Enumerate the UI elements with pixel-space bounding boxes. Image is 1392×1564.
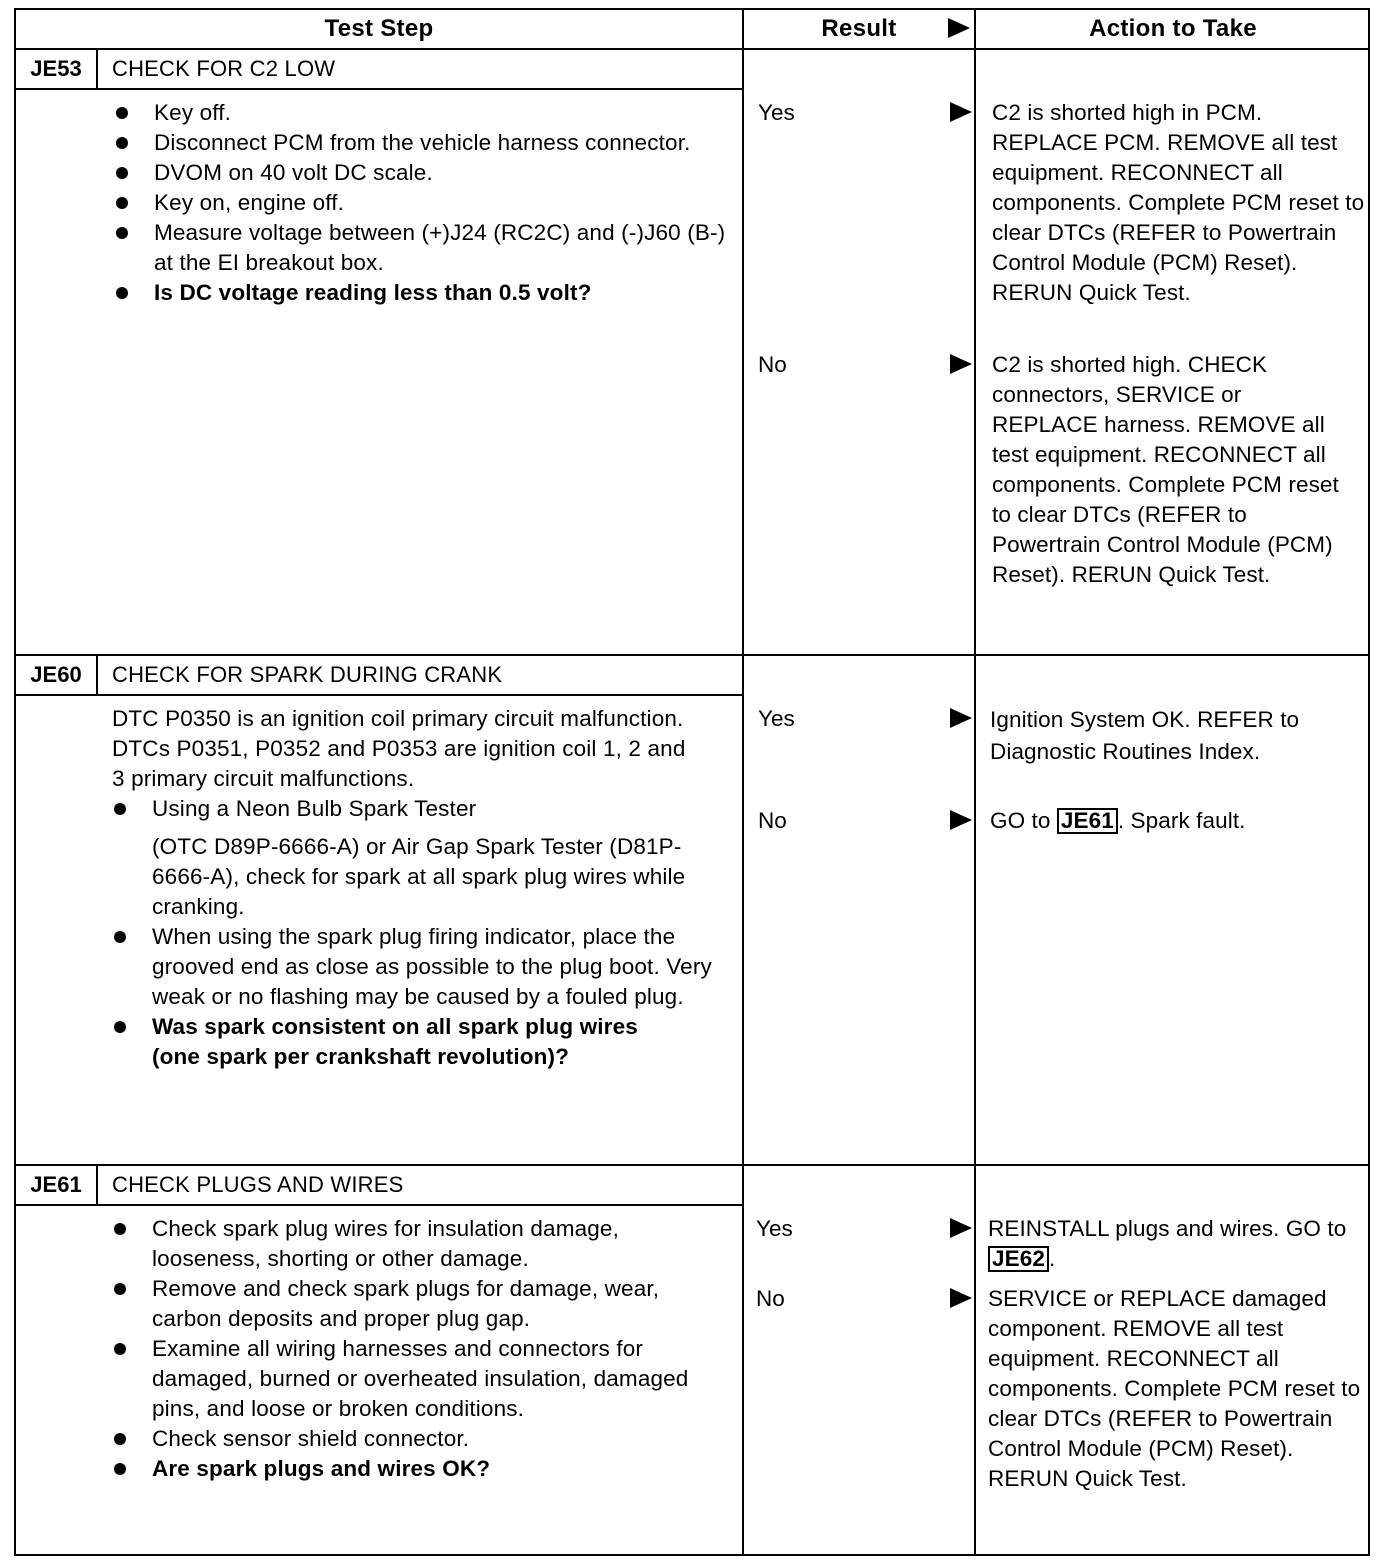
result-no: No: [756, 1286, 785, 1311]
list-item: Disconnect PCM from the vehicle harness connector.: [154, 128, 734, 158]
step-title: CHECK FOR C2 LOW: [112, 56, 336, 81]
step-header: [16, 1166, 742, 1206]
result-yes: Yes: [758, 706, 795, 731]
list-item: Key off.: [154, 98, 734, 128]
bullet-icon: [116, 137, 128, 149]
arrow-right-icon: [950, 810, 972, 830]
list-item: Is DC voltage reading less than 0.5 volt?: [154, 278, 734, 308]
bullet-icon: [116, 167, 128, 179]
list-item: Using a Neon Bulb Spark Tester: [152, 794, 728, 824]
arrow-right-icon: [948, 18, 970, 38]
bullet-icon: [114, 803, 126, 815]
bullet-icon: [116, 227, 128, 239]
result-no: No: [758, 352, 787, 377]
list-item: Key on, engine off.: [154, 188, 734, 218]
step-header: [16, 656, 742, 696]
arrow-right-icon: [950, 708, 972, 728]
bullet-icon: [114, 1283, 126, 1295]
arrow-right-icon: [950, 1218, 972, 1238]
bullet-icon: [114, 1223, 126, 1235]
action-text: Ignition System OK. REFER to Diagnostic Routines Index.: [990, 707, 1300, 764]
result-yes: Yes: [756, 1216, 793, 1241]
bullet-icon: [114, 1021, 126, 1033]
step-body: [112, 704, 728, 1072]
step-reference-link[interactable]: JE61: [1057, 808, 1118, 834]
arrow-right-icon: [950, 354, 972, 374]
step-body: [152, 1214, 734, 1484]
step-reference-link[interactable]: JE62: [988, 1246, 1049, 1272]
step-id: JE60: [16, 656, 98, 694]
column-divider: [974, 10, 976, 1554]
step-id: JE53: [16, 50, 98, 88]
step-intro: DTC P0350 is an ignition coil primary circuit malfunction. DTCs P0351, P0352 and P0353 are ignition coil 1, 2 and 3 primary circuit malfunctions.: [112, 706, 686, 791]
header-result: Result: [821, 15, 897, 42]
bullet-icon: [114, 931, 126, 943]
column-divider: [742, 10, 744, 1554]
header-test-step: Test Step: [324, 15, 434, 42]
list-item: Check spark plug wires for insulation damage, looseness, shorting or other damage.: [152, 1214, 734, 1274]
list-item: Measure voltage between (+)J24 (RC2C) and (-)J60 (B-) at the EI breakout box.: [154, 218, 734, 278]
step-body: [154, 98, 734, 308]
step-header: [16, 50, 742, 90]
list-item: DVOM on 40 volt DC scale.: [154, 158, 734, 188]
action-text: SERVICE or REPLACE damaged component. REMOVE all test equipment. RECONNECT all components. Complete PCM reset to clear DTCs (REFER to Powertrain Control Module (PCM) Reset). RERUN Quick Test.: [988, 1286, 1361, 1491]
list-item: Remove and check spark plugs for damage, wear, carbon deposits and proper plug gap.: [152, 1274, 734, 1334]
arrow-right-icon: [950, 102, 972, 122]
list-item: Check sensor shield connector.: [152, 1424, 734, 1454]
bullet-icon: [114, 1463, 126, 1475]
bullet-icon: [116, 107, 128, 119]
bullet-icon: [116, 197, 128, 209]
bullet-icon: [116, 287, 128, 299]
bullet-icon: [114, 1343, 126, 1355]
list-item: Examine all wiring harnesses and connectors for damaged, burned or overheated insulation, damaged pins, and loose or broken conditions.: [152, 1334, 734, 1424]
action-text: C2 is shorted high in PCM. REPLACE PCM. REMOVE all test equipment. RECONNECT all components. Complete PCM reset to clear DTCs (REFER to Powertrain Control Module (PCM) Reset). RERUN Quick Test.: [992, 100, 1365, 305]
list-item: (OTC D89P-6666-A) or Air Gap Spark Tester (D81P-6666-A), check for spark at all spark plug wires while cranking.: [152, 834, 686, 919]
step-title: CHECK FOR SPARK DURING CRANK: [112, 662, 503, 687]
bullet-icon: [114, 1433, 126, 1445]
action-text: REINSTALL plugs and wires. GO to JE62 .: [988, 1216, 1347, 1271]
diagnostic-table: [14, 8, 1370, 1556]
step-id: JE61: [16, 1166, 98, 1204]
header-action: Action to Take: [1089, 15, 1257, 42]
action-text: C2 is shorted high. CHECK connectors, SERVICE or REPLACE harness. REMOVE all test equipment. RECONNECT all components. Complete PCM reset to clear DTCs (REFER to Powertrain Control Module (PCM) Reset). RERUN Quick Test.: [992, 352, 1339, 587]
arrow-right-icon: [950, 1288, 972, 1308]
action-text: GO to JE61 . Spark fault.: [990, 808, 1246, 833]
list-item: When using the spark plug firing indicator, place the grooved end as close as possible to the plug boot. Very weak or no flashing may be caused by a fouled plug.: [152, 922, 728, 1012]
step-title: CHECK PLUGS AND WIRES: [112, 1172, 404, 1197]
list-item: Was spark consistent on all spark plug wires (one spark per crankshaft revolution)?: [152, 1012, 672, 1072]
result-no: No: [758, 808, 787, 833]
result-yes: Yes: [758, 100, 795, 125]
list-item: Are spark plugs and wires OK?: [152, 1454, 734, 1484]
